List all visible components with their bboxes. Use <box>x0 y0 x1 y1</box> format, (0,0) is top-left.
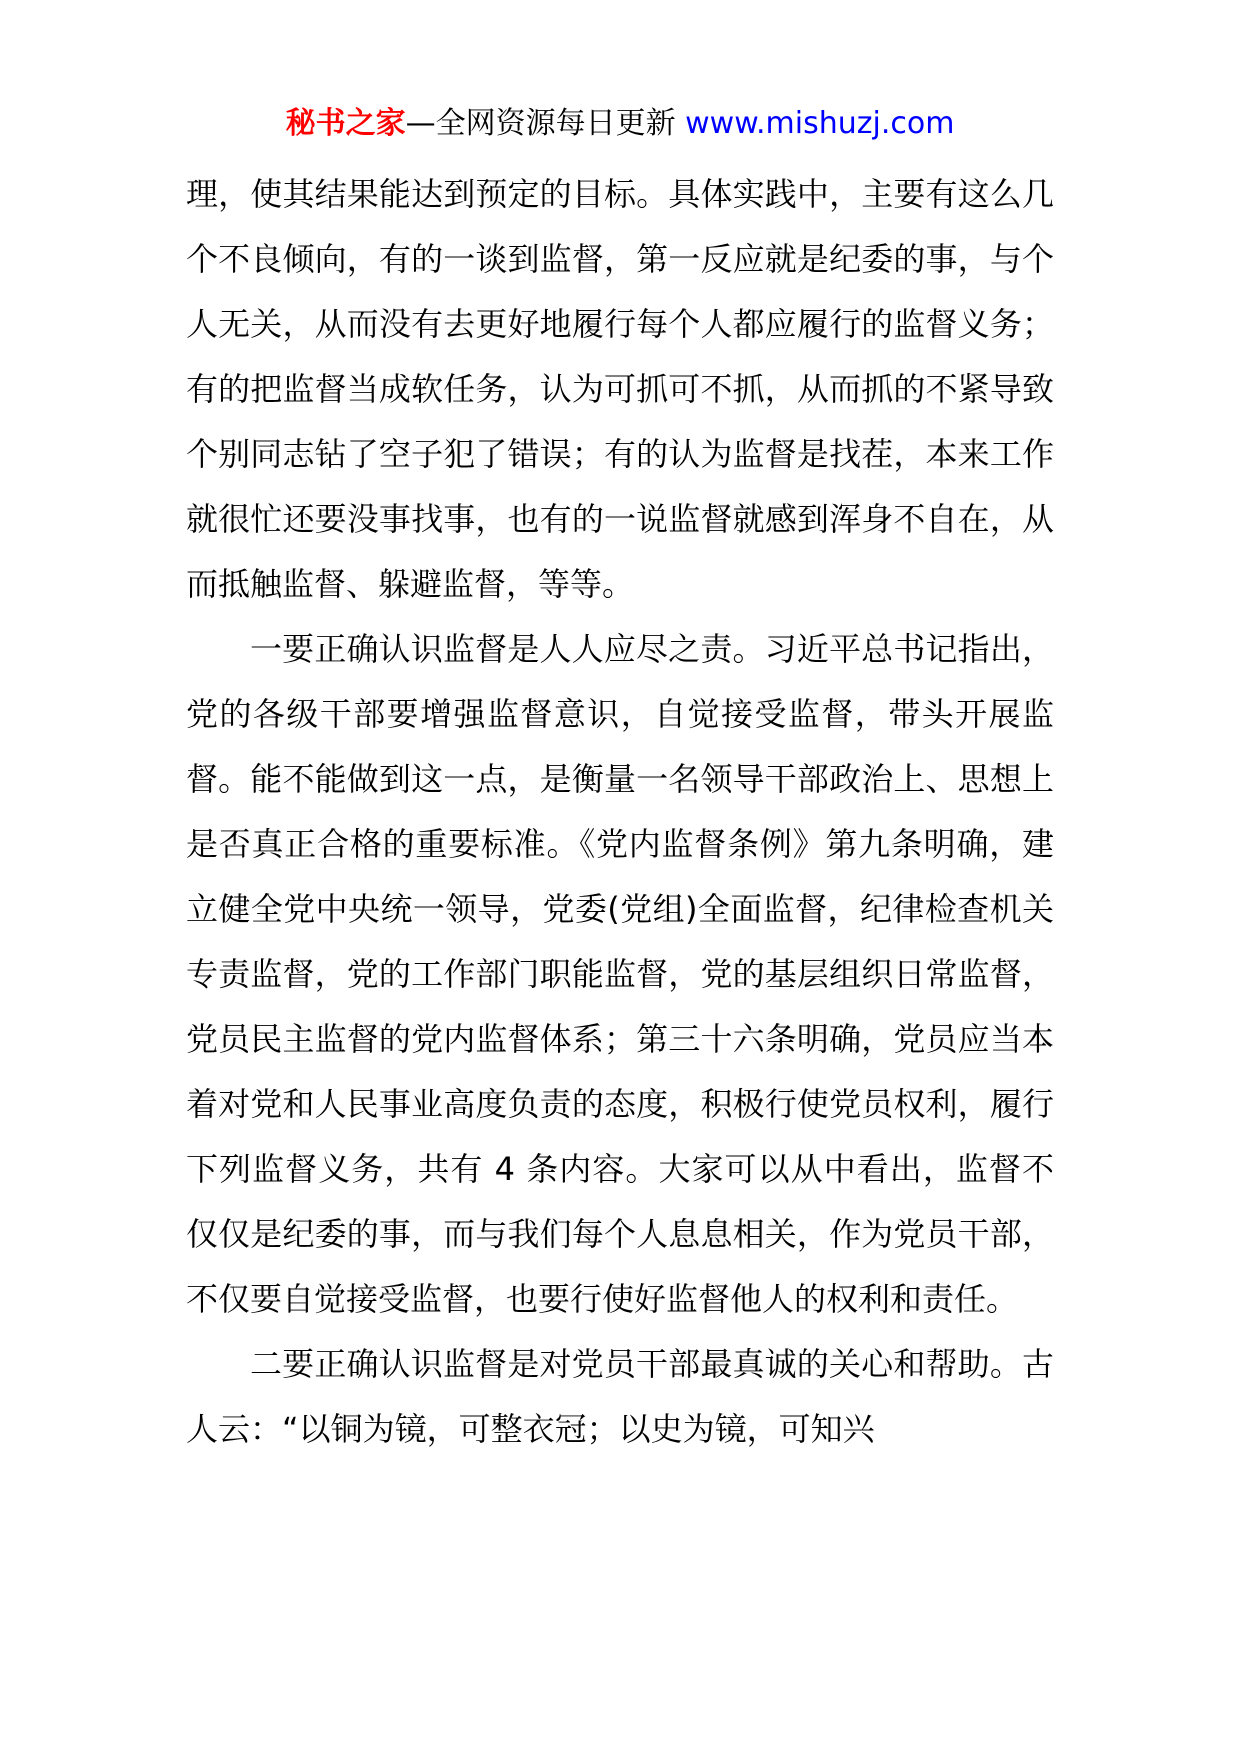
site-brand: 秘书之家 <box>285 106 406 141</box>
document-body <box>186 162 1054 1462</box>
paragraph-1: 理，使其结果能达到预定的目标。具体实践中，主要有这么几个不良倾向，有的一谈到监督，第一反应就是纪委的事，与个人无关，从而没有去更好地履行每个人都应履行的监督义务；有的把监督当成软任务，认为可抓可不抓，从而抓的不紧导致个别同志钻了空子犯了错误；有的认为监督是找茬，本来工作就很忙还要没事找事，也有的一说监督就感到浑身不自在，从而抵触监督、躲避监督，等等。 <box>186 175 1054 603</box>
page-header <box>0 102 1240 146</box>
paragraph-2: 一要正确认识监督是人人应尽之责。习近平总书记指出，党的各级干部要增强监督意识，自觉接受监督，带头开展监督。能不能做到这一点，是衡量一名领导干部政治上、思想上是否真正合格的重要标准。《党内监督条例》第九条明确，建立健全党中央统一领导，党委(党组)全面监督，纪律检查机关专责监督，党的工作部门职能监督，党的基层组织日常监督，党员民主监督的党内监督体系；第三十六条明确，党员应当本着对党和人民事业高度负责的态度，积极行使党员权利，履行下列监督义务，共有 4 条内容。大家可以从中看出，监督不仅仅是纪委的事，而与我们每个人息息相关，作为党员干部，不仅要自觉接受监督，也要行使好监督他人的权利和责任。 <box>186 630 1054 1318</box>
paragraph-3: 二要正确认识监督是对党员干部最真诚的关心和帮助。古人云：“以铜为镜，可整衣冠；以史为镜，可知兴 <box>186 1345 1054 1448</box>
site-tagline: —全网资源每日更新 <box>405 106 676 141</box>
site-url-link[interactable]: www.mishuzj.com <box>685 106 955 141</box>
